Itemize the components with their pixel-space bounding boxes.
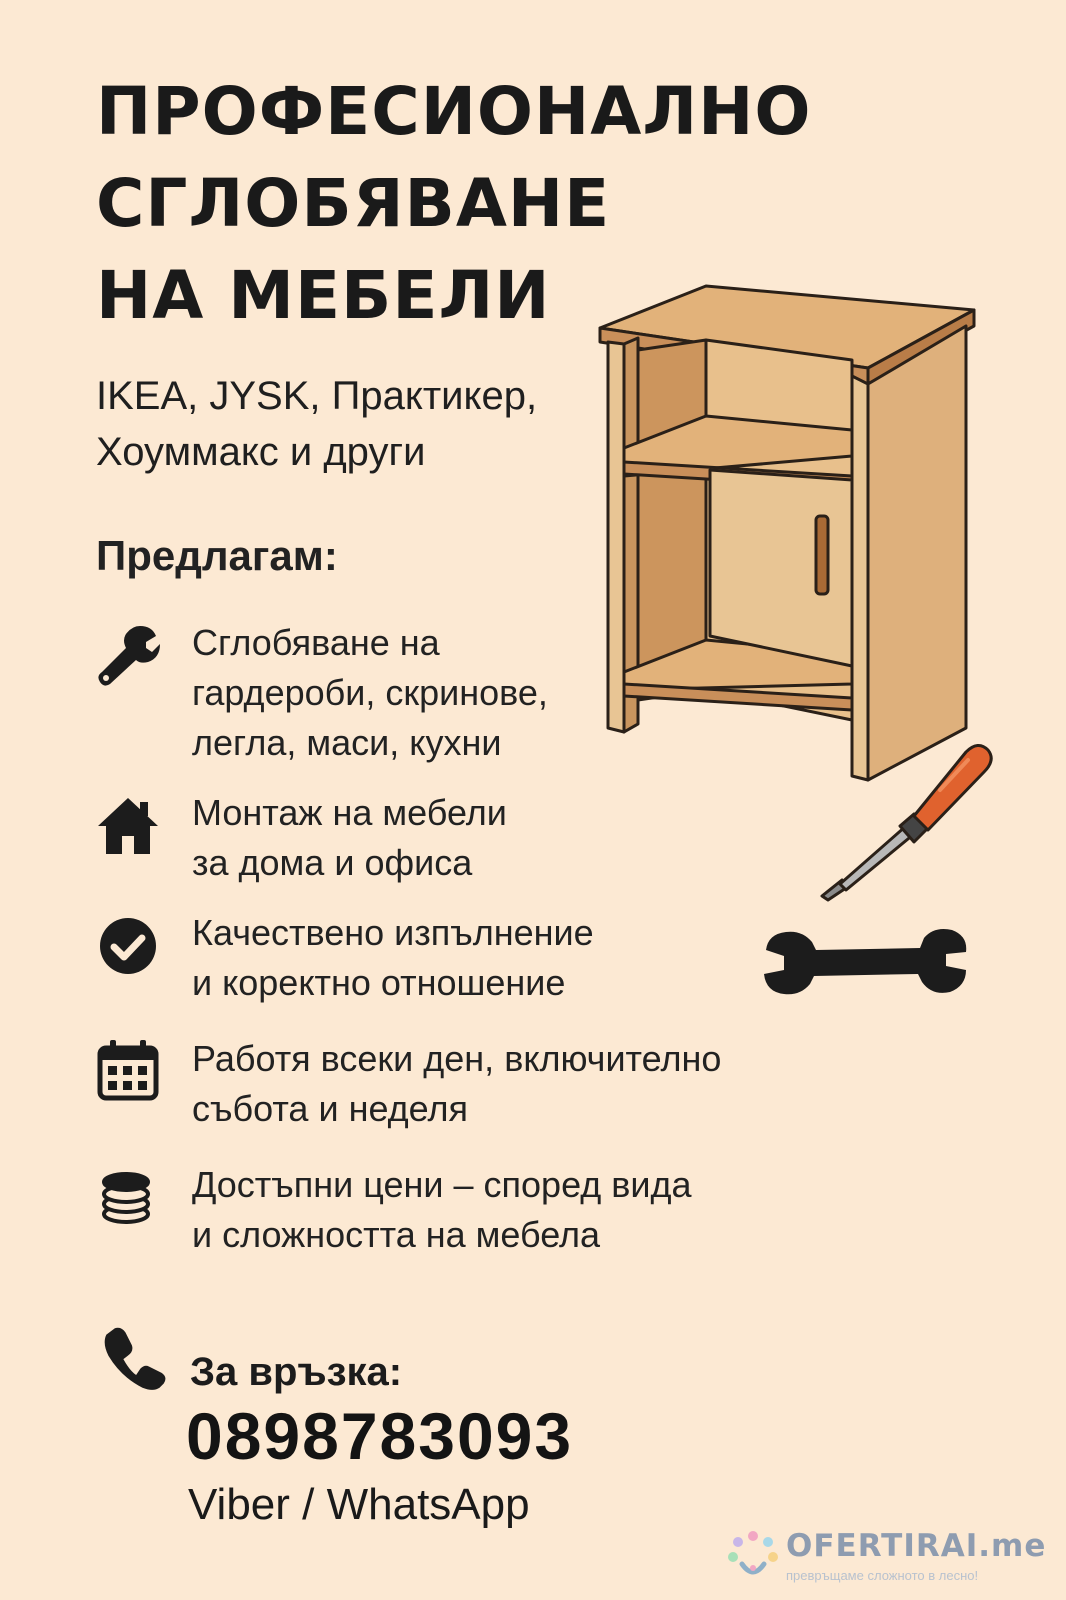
offer-item-text xyxy=(192,908,594,1008)
offer-line: събота и неделя xyxy=(192,1088,469,1129)
logo-tagline: превръщаме сложното в лесно! xyxy=(786,1568,979,1583)
offer-item-text xyxy=(192,618,548,768)
title-line-2: СГЛОБЯВАНЕ xyxy=(96,165,611,242)
logo-mark-icon xyxy=(724,1528,782,1586)
offer-line: за дома и офиса xyxy=(192,842,473,883)
offer-item-quality xyxy=(96,908,816,1048)
offer-line: Качествено изпълнение xyxy=(192,912,594,953)
contact-label: За връзка: xyxy=(190,1350,403,1394)
offer-item-text xyxy=(192,1034,721,1134)
logo-name: OFERTIRAI.me xyxy=(786,1528,1047,1564)
calendar-icon xyxy=(96,1038,160,1102)
brands-line-2: Хоуммакс и други xyxy=(96,430,426,474)
title-line-3: НА МЕБЕЛИ xyxy=(96,257,551,334)
offer-line: легла, маси, кухни xyxy=(192,722,502,763)
brands-text xyxy=(96,368,537,480)
phone-icon xyxy=(100,1324,168,1392)
offer-line: и коректно отношение xyxy=(192,962,566,1003)
offer-line: Сглобяване на xyxy=(192,622,440,663)
offer-item-text xyxy=(192,1160,692,1260)
title-line-1: ПРОФЕСИОНАЛНО xyxy=(96,73,812,150)
offer-item-prices xyxy=(96,1160,816,1300)
offer-line: Достъпни цени – според вида xyxy=(192,1164,692,1205)
check-circle-icon xyxy=(96,914,160,978)
offer-heading: Предлагам: xyxy=(96,532,338,579)
phone-number[interactable]: 0898783093 xyxy=(186,1399,574,1473)
messaging-apps: Viber / WhatsApp xyxy=(188,1480,530,1529)
offer-line: Работя всеки ден, включително xyxy=(192,1038,722,1079)
offer-item-schedule xyxy=(96,1034,816,1174)
offer-line: Монтаж на мебели xyxy=(192,792,507,833)
offer-line: гардероби, скринове, xyxy=(192,672,548,713)
brands-line-1: IKEA, JYSK, Практикер, xyxy=(96,374,538,418)
house-icon xyxy=(96,794,160,858)
wrench-icon xyxy=(96,622,160,686)
coins-icon xyxy=(96,1164,160,1228)
offer-item-installation xyxy=(96,788,816,928)
ofertirai-logo xyxy=(724,1524,1054,1590)
offer-item-assembly xyxy=(96,618,816,763)
offer-item-text xyxy=(192,788,507,888)
offer-line: и сложността на мебела xyxy=(192,1214,601,1255)
screwdriver-illustration xyxy=(816,738,996,903)
